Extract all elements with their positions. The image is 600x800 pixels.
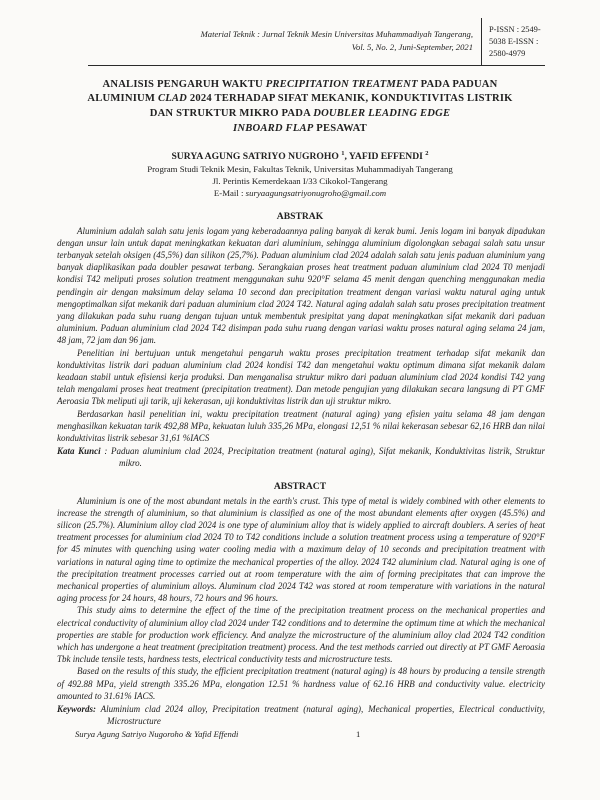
issn-line: P-ISSN : 2549-: [489, 25, 541, 34]
keywords-label: Keywords:: [57, 704, 96, 715]
title-line-3: DAN STRUKTUR MIKRO PADA DOUBLER LEADING EDGE: [149, 108, 451, 120]
title-line-1: ANALISIS PENGARUH WAKTU PRECIPITATION TREATMENT PADA PADUAN: [102, 78, 498, 90]
page-number: 1: [356, 729, 361, 739]
abstract-paragraph-3: Based on the results of this study, the efficient precipitation treatment (natural aging) is 48 hours by producing a tensile strength of 492.88 MPa, yield strength 335.26 MPa, elongation 12.51 % hardness value of 62.16 HRB and conductivity value. electricity amounted to 31.61% IACS.: [57, 666, 545, 701]
issn-line: 5038 E-ISSN :: [489, 37, 539, 47]
title-line-2: ALUMINIUM CLAD 2024 TERHADAP SIFAT MEKANIK, KONDUKTIVITAS LISTRIK: [87, 93, 513, 105]
keywords-text: Aluminium clad 2024 alloy, Precipitation treatment (natural aging), Mechanical properties, Electrical conductivity, Microstructure: [96, 704, 545, 727]
authors-block: [0, 147, 600, 200]
abstrak-paragraph-1: Aluminium adalah salah satu jenis logam yang keberadaannya paling banyak di kerak bumi. Jenis logam ini banyak dipadukan dengan unsur lain untuk dapat meningkatkan kekuatan dari aluminium, sehingga aluminium digolongkan sebagai salah satu unsur terbanyak setelah oksigen (45,5%) dan silikon (25,7%). Paduan aluminium clad 2024 adalah salah satu jenis paduan aluminium yang banyak diaplikasikan pada doubler pesawat terbang. Serangkaian proses heat treatment paduan aluminium clad 2024 T0 menjadi kondisi T42 meliputi proses solution treatment menggunakan suhu 920°F selama 45 menit dengan quenching menggunakan media pendingin air dengan maksimum delay selama 10 second dan precipitation treatment dengan variasi waktu natural aging untuk mengoptimalkan sifat mekanik dari paduan aluminium clad 2024 T42. Natural aging adalah salah satu proses precipitation treatment yang dilakukan pada suhu ruang dengan tujuan untuk membentuk presipitat yang dapat meningkatkan sifat mekanik dari paduan aluminium. Paduan aluminium clad 2024 T42 disimpan pada suhu ruang dengan variasi waktu proses natural aging selama 24 jam, 48 jam, 72 jam dan 96 jam.: [57, 225, 545, 346]
kata-kunci: [57, 445, 545, 469]
journal-header: [88, 18, 545, 66]
abstrak-paragraph-3: Berdasarkan hasil penelitian ini, waktu precipitation treatment (natural aging) yang efisien yaitu selama 48 jam dengan menghasilkan kekuatan tarik 492,88 MPa, kekuatan luluh 335,26 MPa, elongasi 12,51 % nilai kekerasan sebesar 62,16 HRB dan nilai konduktivitas listrik sebesar 31,61 %IACS: [57, 408, 545, 443]
abstrak-heading: ABSTRAK: [276, 210, 324, 222]
kata-kunci-label: Kata Kunci: [57, 446, 101, 457]
journal-title-line: Material Teknik : Jurnal Teknik Mesin Universitas Muhammadiyah Tangerang,: [200, 29, 473, 39]
abstract-paragraph-2: This study aims to determine the effect of the time of the precipitation treatment process on the mechanical properties and electrical conductivity of aluminium alloy clad 2024 under T42 conditions and to determine the optimum time at which the mechanical properties are stable for production work efficiency. And analyze the microstructure of the aluminium alloy clad 2024 T42 condition which has undergone a heat treatment (precipitation treatment) process. And the test methods carried out directly at PT GMF Aeroasia Tbk include tensile tests, hardness tests, electrical conductivity tests and microstructure tests.: [57, 605, 545, 665]
abstract-paragraph-1: Aluminium is one of the most abundant metals in the earth's crust. This type of metal is widely combined with other elements to increase the strength of aluminium, so that aluminium is classified as one of the most abundant elements after oxygen (45.5%) and silicon (25.7%). Aluminium alloy clad 2024 is one type of aluminium alloy that is widely applied to aircraft doublers. A series of heat treatment processes for aluminium clad 2024 T0 to T42 conditions include a solution treatment process using a temperature of 920°F for 45 minutes with quenching using water cooling media with a maximum delay of 10 seconds and precipitation treatment with variations in natural aging time to optimize the mechanical properties of the alloy. 2024 T42 aluminium clad. Natural aging is one of the precipitation treatment processes carried out at room temperature with the aim of forming precipitates that can improve the mechanical properties of aluminium alloys. Aluminum clad 2024 T42 was stored at room temperature with variations in the natural aging process for 24 hours, 48 hours, 72 hours and 96 hours.: [57, 495, 545, 604]
journal-info: [88, 18, 481, 65]
journal-volume-line: Vol. 5, No. 2, Juni-September, 2021: [351, 41, 473, 52]
paper-title: [42, 78, 558, 137]
abstract-heading: ABSTRACT: [273, 480, 327, 492]
abstract-body: [57, 495, 545, 728]
issn-line: 2580-4979: [489, 49, 526, 59]
footer-running-authors: Surya Agung Satriyo Nugoroho & Yafid Effendi: [75, 729, 239, 739]
author-names: SURYA AGUNG SATRIYO NUGROHO $^1$, YAFID EFFENDI $^2$: [171, 149, 429, 162]
keywords: [57, 703, 545, 727]
author-affiliation: Program Studi Teknik Mesin, Fakultas Teknik, Universitas Muhammadiyah Tangerang: [147, 163, 453, 174]
author-address: Jl. Perintis Kemerdekaan I/33 Cikokol-Tangerang: [212, 176, 388, 187]
author-email: E-Mail : suryaagungsatriyonugroho@gmail.com: [213, 188, 387, 199]
issn-box: [481, 18, 545, 65]
kata-kunci-text: : Paduan aluminium clad 2024, Precipitation treatment (natural aging), Sifat mekanik, Konduktivitas listrik, Struktur mikro.: [100, 446, 546, 469]
abstrak-body: [57, 225, 545, 470]
title-line-4: INBOARD FLAP PESAWAT: [233, 122, 367, 134]
abstrak-paragraph-2: Penelitian ini bertujuan untuk mengetahui pengaruh waktu proses precipitation treatment terhadap sifat mekanik dan konduktivitas listrik dari paduan aluminium clad 2024 kondisi T42 dan mengetahui waktu optimum dimana sifat mekanik dalam keadaan stabil untuk efisiensi kerja produksi. Dan menganalisa struktur mikro dari paduan aluminium clad 2024 kondisi T42 yang telah mengalami proses heat treatment (precipitation treatment). Dan metode pengujian yang dilakukan secara langsung di PT GMF Aeroasia Tbk meliputi uji tarik, uji kekerasan, uji konduktivitas listrik dan uji struktur mikro.: [57, 347, 545, 407]
